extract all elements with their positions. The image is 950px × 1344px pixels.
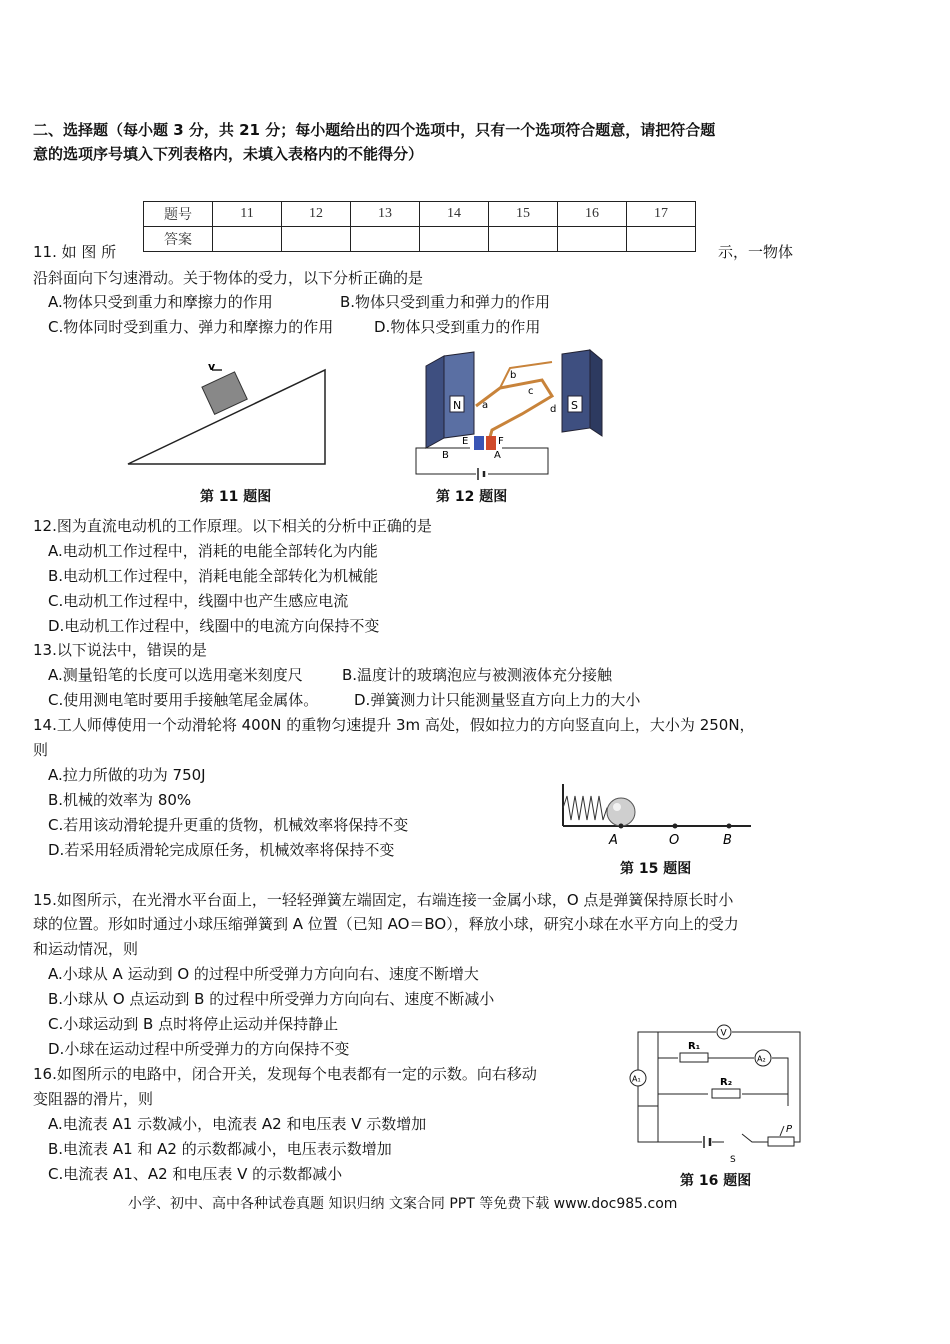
q11-option-b: B.物体只受到重力和弹力的作用 [340, 293, 551, 311]
point-a-label: A [609, 833, 618, 848]
q13-option-d: D.弹簧测力计只能测量竖直方向上力的大小 [354, 691, 641, 709]
label-e: E [462, 436, 469, 447]
section-heading-line1: 二、选择题（每小题 3 分，共 21 分；每小题给出的四个选项中，只有一个选项符合题意，请把符合题 [33, 121, 716, 139]
table-cell-number: 16 [558, 202, 627, 227]
magnet-n [444, 352, 474, 438]
q15-option-b: B.小球从 O 点运动到 B 的过程中所受弹力方向向右、速度不断减小 [48, 990, 495, 1008]
label-aa: A [494, 450, 501, 461]
q14-option-b: B.机械的效率为 80% [48, 791, 192, 809]
a1-label: A₁ [632, 1074, 641, 1084]
label-c: c [528, 386, 534, 397]
figure-12-caption: 第 12 题图 [436, 489, 508, 505]
figure-16-caption: 第 16 题图 [680, 1173, 752, 1189]
figure-12-motor [412, 348, 612, 483]
q14-option-a: A.拉力所做的功为 750J [48, 766, 206, 784]
answer-cell[interactable] [558, 227, 627, 252]
q15-option-a: A.小球从 A 运动到 O 的过程中所受弹力方向向右、速度不断增大 [48, 965, 479, 983]
figure-11-incline [120, 356, 340, 471]
q15-line3: 和运动情况，则 [33, 940, 139, 958]
figure-16-circuit [628, 1022, 808, 1167]
q12-option-b: B.电动机工作过程中，消耗电能全部转化为机械能 [48, 567, 379, 585]
q12-option-a: A.电动机工作过程中，消耗的电能全部转化为内能 [48, 542, 378, 560]
spring [563, 796, 611, 820]
magnet-s [562, 350, 590, 432]
q11-option-c: C.物体同时受到重力、弹力和摩擦力的作用 [48, 318, 334, 336]
r2-label: R₂ [720, 1077, 733, 1088]
q14-option-d: D.若采用轻质滑轮完成原任务，机械效率将保持不变 [48, 841, 395, 859]
table-cell-number: 17 [627, 202, 696, 227]
q15-line2: 球的位置。形如时通过小球压缩弹簧到 A 位置（已知 AO＝BO），释放小球，研究小球在水平方向上的受力 [33, 915, 739, 933]
q15-option-d: D.小球在运动过程中所受弹力的方向保持不变 [48, 1040, 350, 1058]
answer-table [143, 201, 696, 252]
q16-option-c: C.电流表 A1、A2 和电压表 V 的示数都减小 [48, 1165, 343, 1183]
q11-stem-line2: 沿斜面向下匀速滑动。关于物体的受力，以下分析正确的是 [33, 269, 424, 287]
table-cell-number: 13 [351, 202, 420, 227]
velocity-label: v [208, 360, 216, 373]
q11-option-a: A.物体只受到重力和摩擦力的作用 [48, 293, 273, 311]
label-f: F [498, 436, 504, 447]
q13-option-a: A.测量铅笔的长度可以选用毫米刻度尺 [48, 666, 303, 684]
coil [476, 380, 552, 444]
point-o-label: O [669, 833, 680, 848]
q12-option-d: D.电动机工作过程中，线圈中的电流方向保持不变 [48, 617, 380, 635]
table-cell-number: 12 [282, 202, 351, 227]
resistor-r1 [680, 1053, 708, 1062]
point-b-label: B [723, 833, 732, 848]
q14-stem-line2: 则 [33, 741, 49, 759]
q13-stem: 13.以下说法中，错误的是 [33, 641, 207, 659]
q16-option-b: B.电流表 A1 和 A2 的示数都减小，电压表示数增加 [48, 1140, 392, 1158]
slider-arrow [780, 1126, 784, 1136]
table-cell-number: 14 [420, 202, 489, 227]
label-b: b [510, 370, 517, 381]
section-heading-line2: 意的选项序号填入下列表格内，未填入表格内的不能得分） [33, 145, 424, 163]
q15-option-c: C.小球运动到 B 点时将停止运动并保持静止 [48, 1015, 339, 1033]
r1-label: R₁ [688, 1041, 701, 1052]
sliding-block [202, 372, 247, 414]
q16-line2: 变阻器的滑片，则 [33, 1090, 154, 1108]
figure-15-caption: 第 15 题图 [620, 861, 692, 877]
figure-15-spring [555, 782, 755, 852]
q11-stem-start: 11. 如 图 所 [33, 243, 117, 261]
footer-advert: 小学、初中、高中各种试卷真题 知识归纳 文案合同 PPT 等免费下载 www.doc985.com [128, 1196, 678, 1212]
q12-stem: 12.图为直流电动机的工作原理。以下相关的分析中正确的是 [33, 517, 432, 535]
table-cell-number: 11 [213, 202, 282, 227]
q11-option-d: D.物体只受到重力的作用 [374, 318, 541, 336]
answer-cell[interactable] [627, 227, 696, 252]
q14-stem-line1: 14.工人师傅使用一个动滑轮将 400N 的重物匀速提升 3m 高处，假如拉力的方向竖直向上，大小为 250N， [33, 716, 755, 734]
table-header-label: 题号 [144, 202, 213, 227]
metal-ball [607, 798, 635, 826]
q13-option-b: B.温度计的玻璃泡应与被测液体充分接触 [342, 666, 613, 684]
rheostat [768, 1137, 794, 1146]
answer-cell[interactable] [213, 227, 282, 252]
figure-11-caption: 第 11 题图 [200, 489, 272, 505]
q16-option-a: A.电流表 A1 示数减小，电流表 A2 和电压表 V 示数增加 [48, 1115, 427, 1133]
table-answer-label: 答案 [144, 227, 213, 252]
label-d: d [550, 404, 557, 415]
q13-option-c: C.使用测电笔时要用手接触笔尾金属体。 [48, 691, 319, 709]
label-s: S [571, 399, 578, 412]
label-bb: B [442, 450, 449, 461]
answer-cell[interactable] [351, 227, 420, 252]
p-label: P [786, 1124, 793, 1135]
q16-line1: 16.如图所示的电路中，闭合开关，发现每个电表都有一定的示数。向右移动 [33, 1065, 537, 1083]
q14-option-c: C.若用该动滑轮提升更重的货物，机械效率将保持不变 [48, 816, 409, 834]
answer-cell[interactable] [420, 227, 489, 252]
a2-label: A₂ [757, 1054, 766, 1064]
resistor-r2 [712, 1089, 740, 1098]
q15-line1: 15.如图所示，在光滑水平台面上，一轻轻弹簧左端固定，右端连接一金属小球，O 点是弹簧保持原长时小 [33, 891, 734, 909]
answer-cell[interactable] [282, 227, 351, 252]
v-label: V [720, 1028, 727, 1039]
answer-cell[interactable] [489, 227, 558, 252]
q11-stem-end: 示，一物体 [718, 243, 794, 261]
q12-option-c: C.电动机工作过程中，线圈中也产生感应电流 [48, 592, 349, 610]
table-cell-number: 15 [489, 202, 558, 227]
switch-label: S [730, 1155, 736, 1165]
label-n: N [453, 399, 462, 412]
label-a: a [482, 400, 489, 411]
